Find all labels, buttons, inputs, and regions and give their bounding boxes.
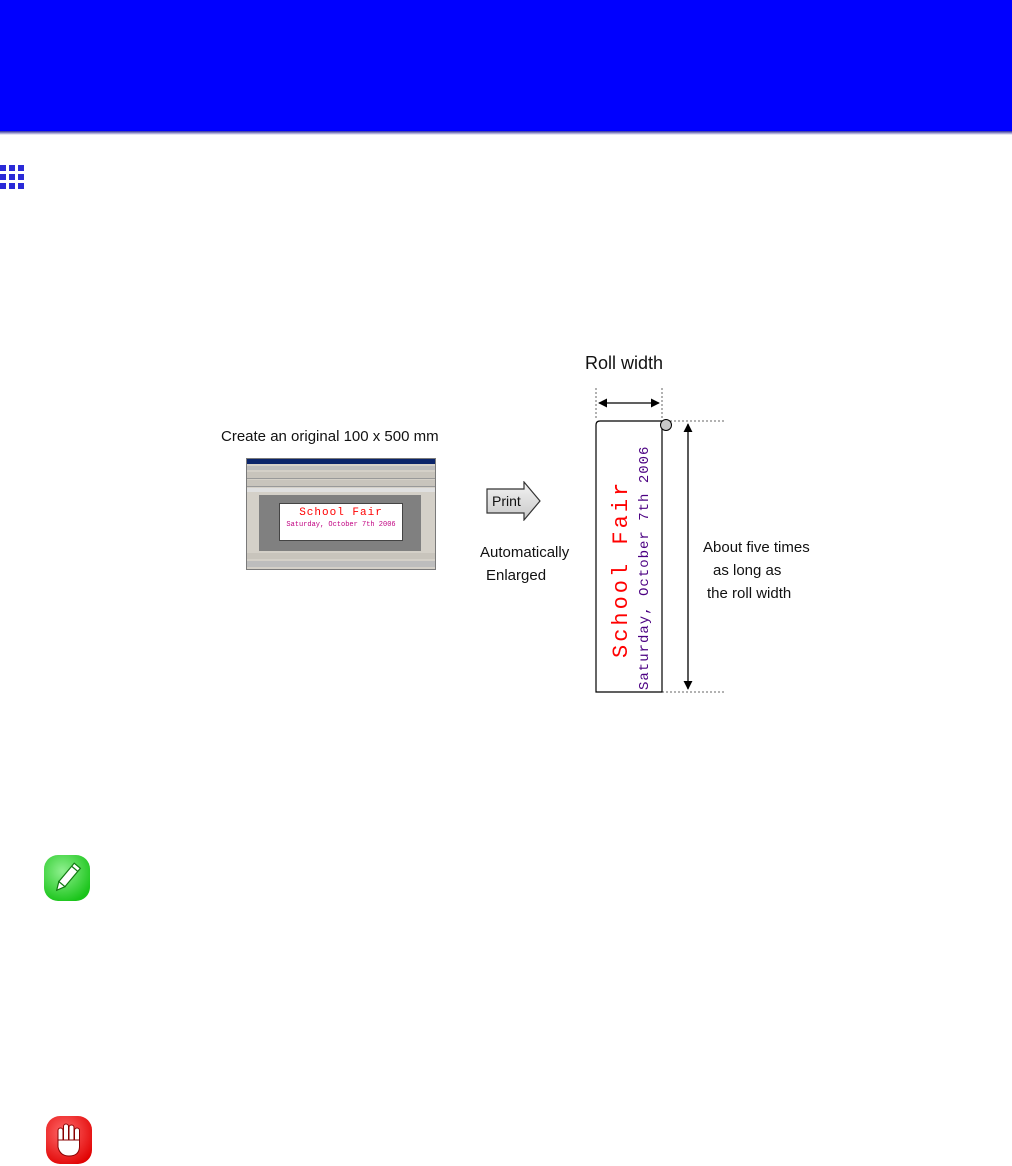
roll-core — [661, 420, 672, 431]
length-line1: About five times — [703, 539, 810, 556]
enlarged-line2: Enlarged — [486, 567, 547, 584]
banner-subtitle: Saturday, October 7th 2006 — [637, 445, 653, 690]
banner-title: School Fair — [609, 479, 634, 658]
original-title: School Fair — [299, 507, 383, 519]
length-line2: as long as — [713, 562, 782, 579]
roll-width-label: Roll width — [585, 353, 664, 373]
length-line3: the roll width — [707, 585, 792, 602]
pencil-note-icon — [42, 853, 92, 903]
stop-hand-icon — [44, 1114, 94, 1166]
original-caption: Create an original 100 x 500 mm — [221, 428, 439, 445]
original-subtitle: Saturday, October 7th 2006 — [286, 521, 396, 529]
print-label: Print — [492, 493, 521, 509]
enlarged-line1: Automatically — [480, 544, 570, 561]
